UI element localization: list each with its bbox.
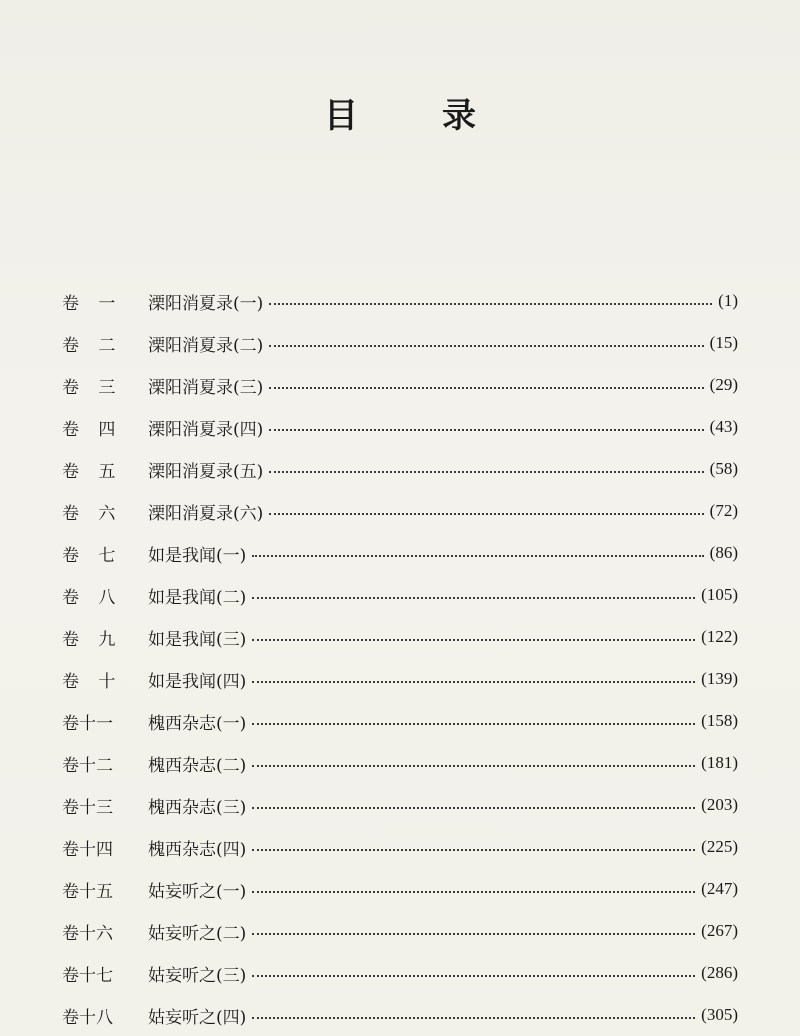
- dot-leader: [269, 303, 712, 305]
- toc-entry: [62, 994, 738, 1036]
- dot-leader: [252, 597, 695, 599]
- table-of-contents: [62, 280, 738, 1036]
- dot-leader: [252, 807, 695, 809]
- page-number: (305): [701, 1005, 738, 1024]
- dot-leader: [269, 471, 703, 473]
- chapter-title: 槐西杂志(一): [148, 713, 247, 734]
- page-number: (86): [709, 543, 738, 562]
- chapter-title: 姑妄听之(三): [148, 965, 247, 986]
- toc-entry: [62, 784, 738, 826]
- volume-label: 卷十二: [62, 755, 113, 776]
- chapter-title: 如是我闻(一): [148, 545, 247, 566]
- page-number: (286): [701, 963, 738, 982]
- page-number: (158): [701, 711, 738, 730]
- toc-entry: [62, 742, 738, 784]
- dot-leader: [252, 765, 695, 767]
- page-number: (29): [709, 375, 738, 394]
- title-char: 目: [324, 96, 358, 136]
- page-number: (139): [701, 669, 738, 688]
- page-number: (181): [701, 753, 738, 772]
- toc-entry: [62, 448, 738, 490]
- toc-entry: [62, 616, 738, 658]
- chapter-title: 如是我闻(二): [148, 587, 247, 608]
- toc-entry: [62, 826, 738, 868]
- volume-label: 卷十七: [62, 965, 113, 986]
- chapter-title: 溧阳消夏录(四): [148, 419, 264, 440]
- toc-entry: [62, 952, 738, 994]
- volume-label: 卷十五: [62, 881, 113, 902]
- volume-label: 卷 九: [62, 629, 116, 650]
- page-number: (15): [709, 333, 738, 352]
- toc-entry: [62, 658, 738, 700]
- volume-label: 卷 六: [62, 503, 116, 524]
- page-number: (1): [718, 291, 738, 310]
- chapter-title: 溧阳消夏录(三): [148, 377, 264, 398]
- chapter-title: 槐西杂志(三): [148, 797, 247, 818]
- toc-entry: [62, 322, 738, 364]
- toc-entry: [62, 364, 738, 406]
- volume-label: 卷 八: [62, 587, 116, 608]
- page-number: (247): [701, 879, 738, 898]
- chapter-title: 槐西杂志(四): [148, 839, 247, 860]
- volume-label: 卷 五: [62, 461, 116, 482]
- toc-entry: [62, 490, 738, 532]
- page-number: (122): [701, 627, 738, 646]
- volume-label: 卷 二: [62, 335, 116, 356]
- volume-label: 卷十一: [62, 713, 113, 734]
- chapter-title: 溧阳消夏录(一): [148, 293, 264, 314]
- chapter-title: 如是我闻(四): [148, 671, 247, 692]
- chapter-title: 槐西杂志(二): [148, 755, 247, 776]
- chapter-title: 如是我闻(三): [148, 629, 247, 650]
- toc-entry: [62, 406, 738, 448]
- toc-entry: [62, 868, 738, 910]
- chapter-title: 溧阳消夏录(六): [148, 503, 264, 524]
- chapter-title: 姑妄听之(二): [148, 923, 247, 944]
- page-number: (72): [709, 501, 738, 520]
- volume-label: 卷 四: [62, 419, 116, 440]
- dot-leader: [252, 1017, 695, 1019]
- volume-label: 卷 三: [62, 377, 116, 398]
- dot-leader: [252, 555, 703, 557]
- dot-leader: [269, 513, 703, 515]
- dot-leader: [252, 891, 695, 893]
- dot-leader: [252, 723, 695, 725]
- dot-leader: [269, 345, 703, 347]
- toc-entry: [62, 532, 738, 574]
- title-char: 录: [442, 96, 476, 136]
- chapter-title: 溧阳消夏录(二): [148, 335, 264, 356]
- volume-label: 卷十八: [62, 1007, 113, 1028]
- chapter-title: 姑妄听之(四): [148, 1007, 247, 1028]
- dot-leader: [269, 429, 703, 431]
- toc-entry: [62, 910, 738, 952]
- chapter-title: 姑妄听之(一): [148, 881, 247, 902]
- page-title: [0, 88, 800, 137]
- toc-entry: [62, 574, 738, 616]
- page-number: (203): [701, 795, 738, 814]
- dot-leader: [252, 849, 695, 851]
- dot-leader: [252, 681, 695, 683]
- volume-label: 卷 七: [62, 545, 116, 566]
- volume-label: 卷十四: [62, 839, 113, 860]
- page-number: (225): [701, 837, 738, 856]
- dot-leader: [252, 975, 695, 977]
- volume-label: 卷 一: [62, 293, 116, 314]
- dot-leader: [252, 933, 695, 935]
- toc-entry: [62, 280, 738, 322]
- volume-label: 卷十三: [62, 797, 113, 818]
- dot-leader: [269, 387, 703, 389]
- page-number: (267): [701, 921, 738, 940]
- page-number: (43): [709, 417, 738, 436]
- page-number: (58): [709, 459, 738, 478]
- dot-leader: [252, 639, 695, 641]
- chapter-title: 溧阳消夏录(五): [148, 461, 264, 482]
- toc-entry: [62, 700, 738, 742]
- page-number: (105): [701, 585, 738, 604]
- volume-label: 卷十六: [62, 923, 113, 944]
- volume-label: 卷 十: [62, 671, 116, 692]
